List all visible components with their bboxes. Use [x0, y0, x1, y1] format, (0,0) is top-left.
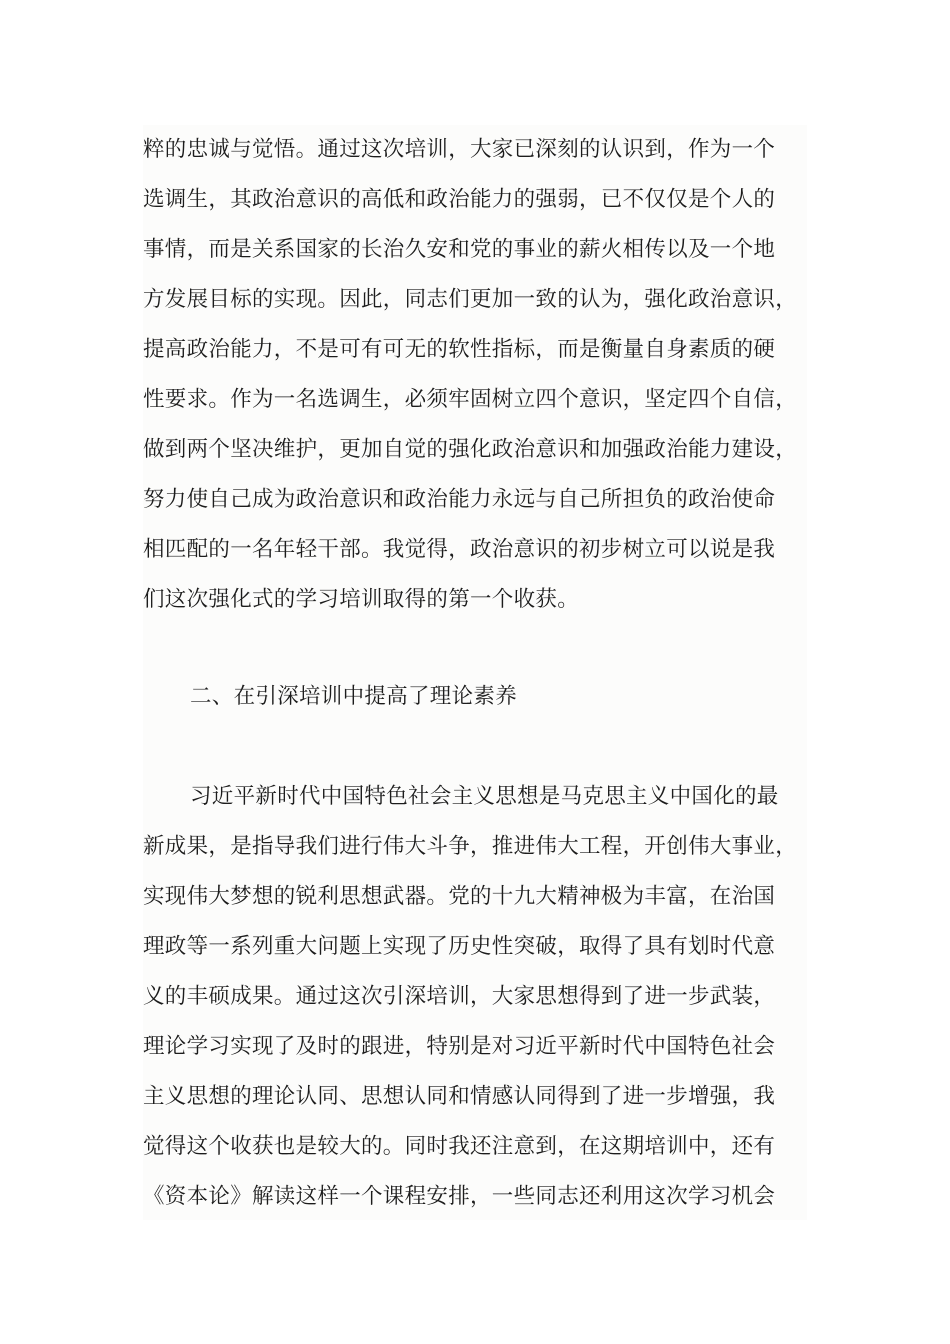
paragraph-1-line-3: 事情，而是关系国家的长治久安和党的事业的薪火相传以及一个地: [143, 237, 776, 262]
paragraph-1-line-6: 性要求。作为一名选调生，必须牢固树立四个意识，坚定四个自信，: [143, 387, 798, 412]
paragraph-2-line-1: 习近平新时代中国特色社会主义思想是马克思主义中国化的最: [190, 784, 779, 809]
paragraph-1-line-9: 相匹配的一名年轻干部。我觉得，政治意识的初步树立可以说是我: [143, 537, 776, 562]
paragraph-2-line-5: 义的丰硕成果。通过这次引深培训，大家思想得到了进一步武装，: [143, 984, 776, 1009]
paragraph-2-line-6: 理论学习实现了及时的跟进，特别是对习近平新时代中国特色社会: [143, 1034, 776, 1059]
paragraph-2-line-9: 《资本论》解读这样一个课程安排，一些同志还利用这次学习机会: [143, 1184, 776, 1209]
paragraph-2-line-8: 觉得这个收获也是较大的。同时我还注意到，在这期培训中，还有: [143, 1134, 776, 1159]
paragraph-1-line-8: 努力使自己成为政治意识和政治能力永远与自己所担负的政治使命: [143, 487, 776, 512]
paragraph-1-line-1: 粹的忠诚与觉悟。通过这次培训，大家已深刻的认识到，作为一个: [143, 137, 776, 162]
paragraph-2-line-2: 新成果，是指导我们进行伟大斗争，推进伟大工程，开创伟大事业，: [143, 834, 798, 859]
paragraph-2-line-4: 理政等一系列重大问题上实现了历史性突破，取得了具有划时代意: [143, 934, 776, 959]
paragraph-1-line-4: 方发展目标的实现。因此，同志们更加一致的认为，强化政治意识，: [143, 287, 798, 312]
paragraph-1-line-10: 们这次强化式的学习培训取得的第一个收获。: [143, 587, 580, 612]
paragraph-1-line-2: 选调生，其政治意识的高低和政治能力的强弱，已不仅仅是个人的: [143, 187, 776, 212]
paragraph-1-line-7: 做到两个坚决维护，更加自觉的强化政治意识和加强政治能力建设，: [143, 437, 798, 462]
paragraph-2-line-7: 主义思想的理论认同、思想认同和情感认同得到了进一步增强，我: [143, 1084, 776, 1109]
paragraph-2-line-3: 实现伟大梦想的锐利思想武器。党的十九大精神极为丰富，在治国: [143, 884, 776, 909]
paragraph-1-line-5: 提高政治能力，不是可有可无的软性指标，而是衡量自身素质的硬: [143, 337, 776, 362]
section-heading: 二、在引深培训中提高了理论素养: [190, 684, 518, 709]
